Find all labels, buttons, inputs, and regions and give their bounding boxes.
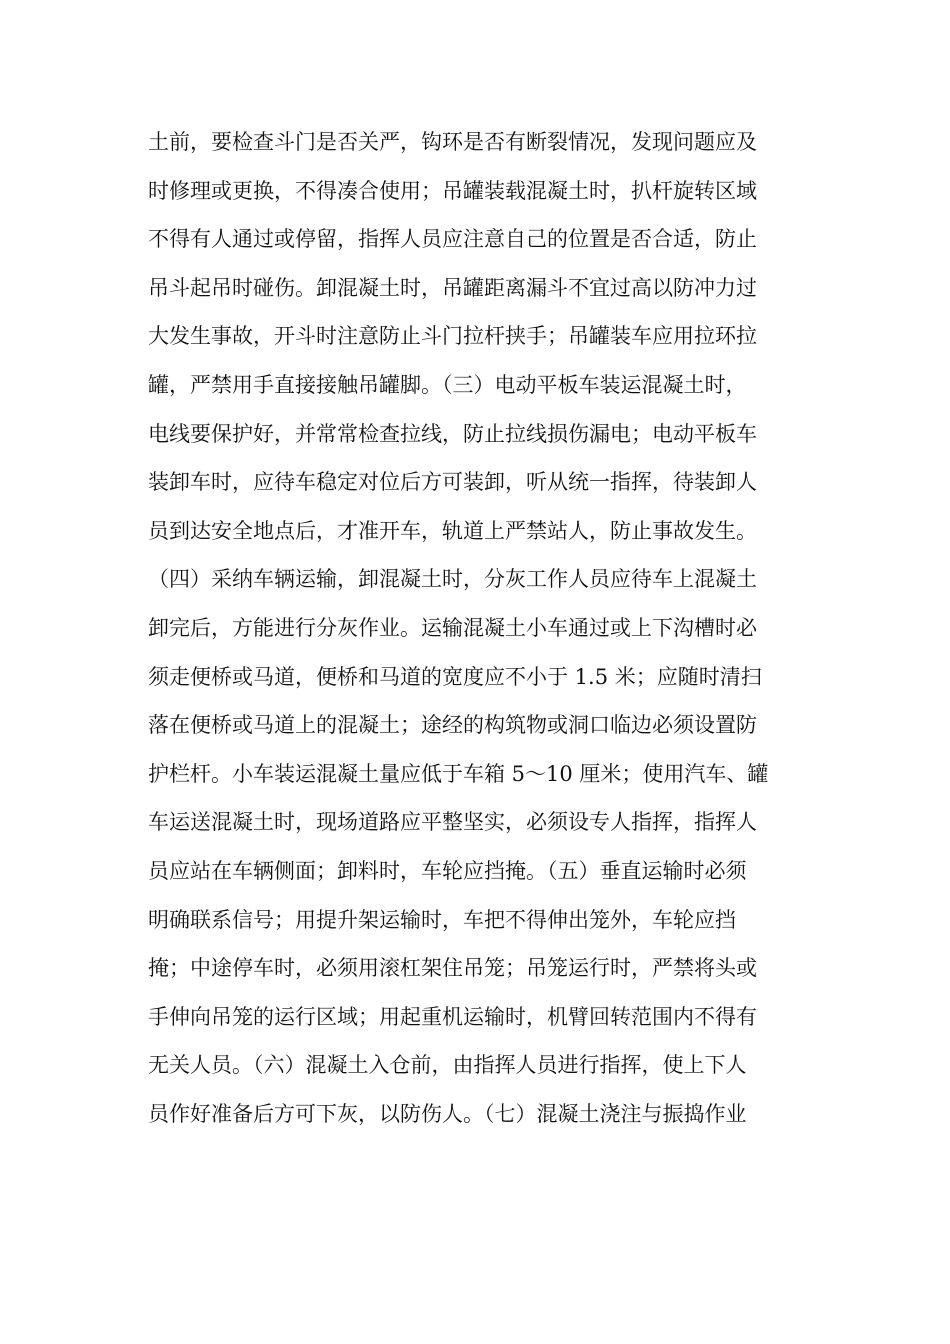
text-line: 不得有人通过或停留，指挥人员应注意自己的位置是否合适，防止 (148, 227, 757, 252)
text-line: 落在便桥或马道上的混凝土；途经的构筑物或洞口临边必须设置防 (148, 713, 757, 738)
text-line: 护栏杆。小车装运混凝土量应低于车箱 5～10 厘米；使用汽车、罐 (148, 761, 769, 786)
text-line: 须走便桥或马道，便桥和马道的宽度应不小于 1.5 米；应随时清扫 (148, 664, 762, 689)
text-line: 员作好准备后方可下灰，以防伤人。（七）混凝土浇注与振捣作业 (148, 1101, 747, 1126)
text-line: 员到达安全地点后，才准开车，轨道上严禁站人，防止事故发生。 (148, 518, 757, 543)
text-line: 员应站在车辆侧面；卸料时，车轮应挡掩。（五）垂直运输时必须 (148, 858, 747, 883)
text-line: 罐，严禁用手直接接触吊罐脚。（三）电动平板车装运混凝土时， (148, 372, 747, 397)
text-line: （四）采纳车辆运输，卸混凝土时，分灰工作人员应待车上混凝土 (148, 567, 757, 592)
text-line: 明确联系信号；用提升架运输时，车把不得伸出笼外，车轮应挡 (148, 907, 736, 932)
text-line: 电线要保护好，并常常检查拉线，防止拉线损伤漏电；电动平板车 (148, 421, 757, 446)
text-line: 装卸车时，应待车稳定对位后方可装卸，听从统一指挥，待装卸人 (148, 470, 757, 495)
text-line: 掩；中途停车时，必须用滚杠架住吊笼；吊笼运行时，严禁将头或 (148, 956, 757, 981)
text-line: 卸完后，方能进行分灰作业。运输混凝土小车通过或上下沟槽时必 (148, 615, 757, 640)
text-line: 时修理或更换，不得凑合使用；吊罐装载混凝土时，扒杆旋转区域 (148, 178, 757, 203)
text-line: 土前，要检查斗门是否关严，钩环是否有断裂情况，发现问题应及 (148, 130, 757, 154)
text-line: 手伸向吊笼的运行区域；用起重机运输时，机臂回转范围内不得有 (148, 1004, 757, 1029)
text-line: 无关人员。（六）混凝土入仓前，由指挥人员进行指挥，使上下人 (148, 1053, 747, 1078)
text-line: 吊斗起吊时碰伤。卸混凝土时，吊罐距离漏斗不宜过高以防冲力过 (148, 275, 757, 300)
text-line: 大发生事故，开斗时注意防止斗门拉杆挟手；吊罐装车应用拉环拉 (148, 324, 757, 349)
text-line: 车运送混凝土时，现场道路应平整坚实，必须设专人指挥，指挥人 (148, 810, 757, 835)
body-text (148, 118, 808, 1138)
